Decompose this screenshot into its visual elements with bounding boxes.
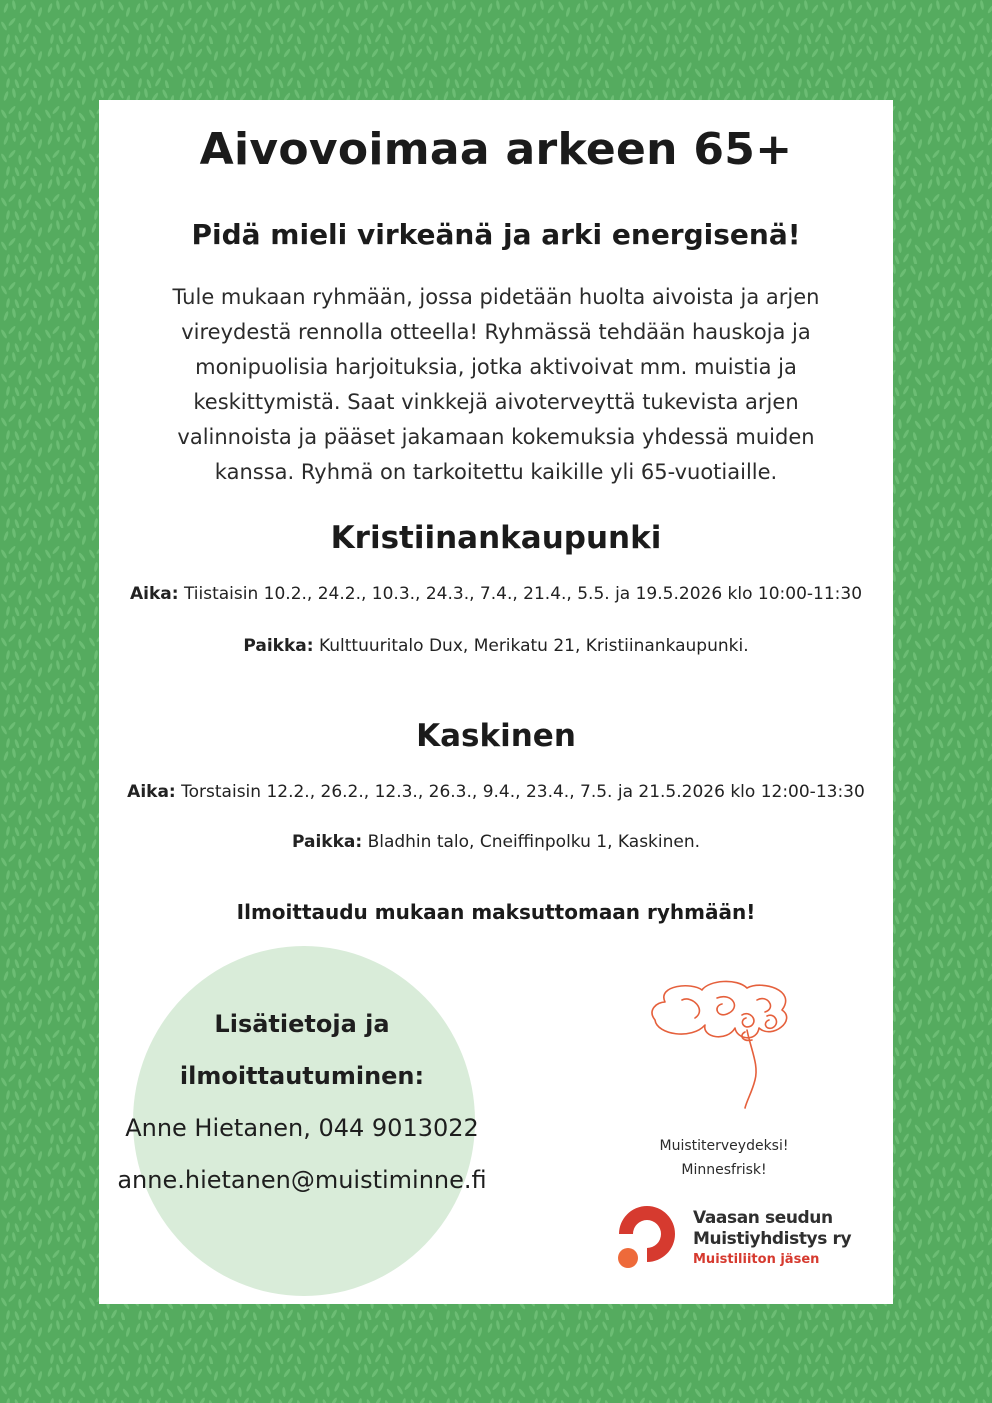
logo-line1: Vaasan seudun [693, 1208, 833, 1228]
flyer-card [99, 100, 893, 1304]
place-label: Paikka: [243, 636, 314, 656]
logo-text [693, 1208, 851, 1269]
page-title: Aivovoimaa arkeen 65+ [199, 124, 793, 175]
organization-logo [613, 1204, 863, 1274]
contact-heading-line1: Lisätietoja ja [214, 1010, 390, 1038]
logo-line2: Muistiyhdistys ry [693, 1229, 852, 1249]
slogan-line2: Minnesfrisk! [681, 1162, 767, 1178]
slogan-line1: Muistiterveydeksi! [659, 1138, 789, 1154]
intro-paragraph: Tule mukaan ryhmään, jossa pidetään huolta aivoista ja arjen vireydestä rennolla otteella! Ryhmässä tehdään hauskoja ja monipuolisia harjoituksia, jotka aktivoivat mm. muistia ja keskittymistä. Saat vinkkejä aivoterveyttä tukevista arjen valinnoista ja pääset jakamaan kokemuksia yhdessä muiden kanssa. Ryhmä on tarkoitettu kaikille yli 65-vuotiaille. [172, 285, 820, 484]
logo-line3: Muistiliiton jäsen [693, 1252, 820, 1267]
contact-block [99, 998, 505, 1206]
logo-mark-icon [613, 1204, 679, 1274]
location-title: Kaskinen [416, 718, 576, 754]
location-place [99, 636, 893, 656]
place-value: Kulttuuritalo Dux, Merikatu 21, Kristiinankaupunki. [318, 636, 749, 656]
contact-heading-line2: ilmoittautuminen: [179, 1062, 425, 1090]
contact-email[interactable]: anne.hietanen@muistiminne.fi [117, 1166, 487, 1194]
location-place [99, 832, 893, 852]
brain-tree-icon [647, 980, 807, 1115]
place-value: Bladhin talo, Cneiffinpolku 1, Kaskinen. [367, 832, 701, 852]
location-time [99, 782, 893, 802]
location-title: Kristiinankaupunki [330, 520, 662, 556]
place-label: Paikka: [291, 832, 363, 852]
time-label: Aika: [129, 584, 179, 604]
signup-call-to-action: Ilmoittaudu mukaan maksuttomaan ryhmään! [236, 900, 756, 924]
location-time [99, 584, 893, 604]
time-label: Aika: [127, 782, 176, 802]
time-value: Torstaisin 12.2., 26.2., 12.3., 26.3., 9.4., 23.4., 7.5. ja 21.5.2026 klo 12:00-13:30 [181, 782, 865, 802]
contact-person[interactable]: Anne Hietanen, 044 9013022 [125, 1114, 479, 1142]
time-value: Tiistaisin 10.2., 24.2., 10.3., 24.3., 7.4., 21.4., 5.5. ja 19.5.2026 klo 10:00-11:30 [183, 584, 863, 604]
slogan [619, 1134, 829, 1182]
page-subtitle: Pidä mieli virkeänä ja arki energisenä! [191, 218, 801, 251]
